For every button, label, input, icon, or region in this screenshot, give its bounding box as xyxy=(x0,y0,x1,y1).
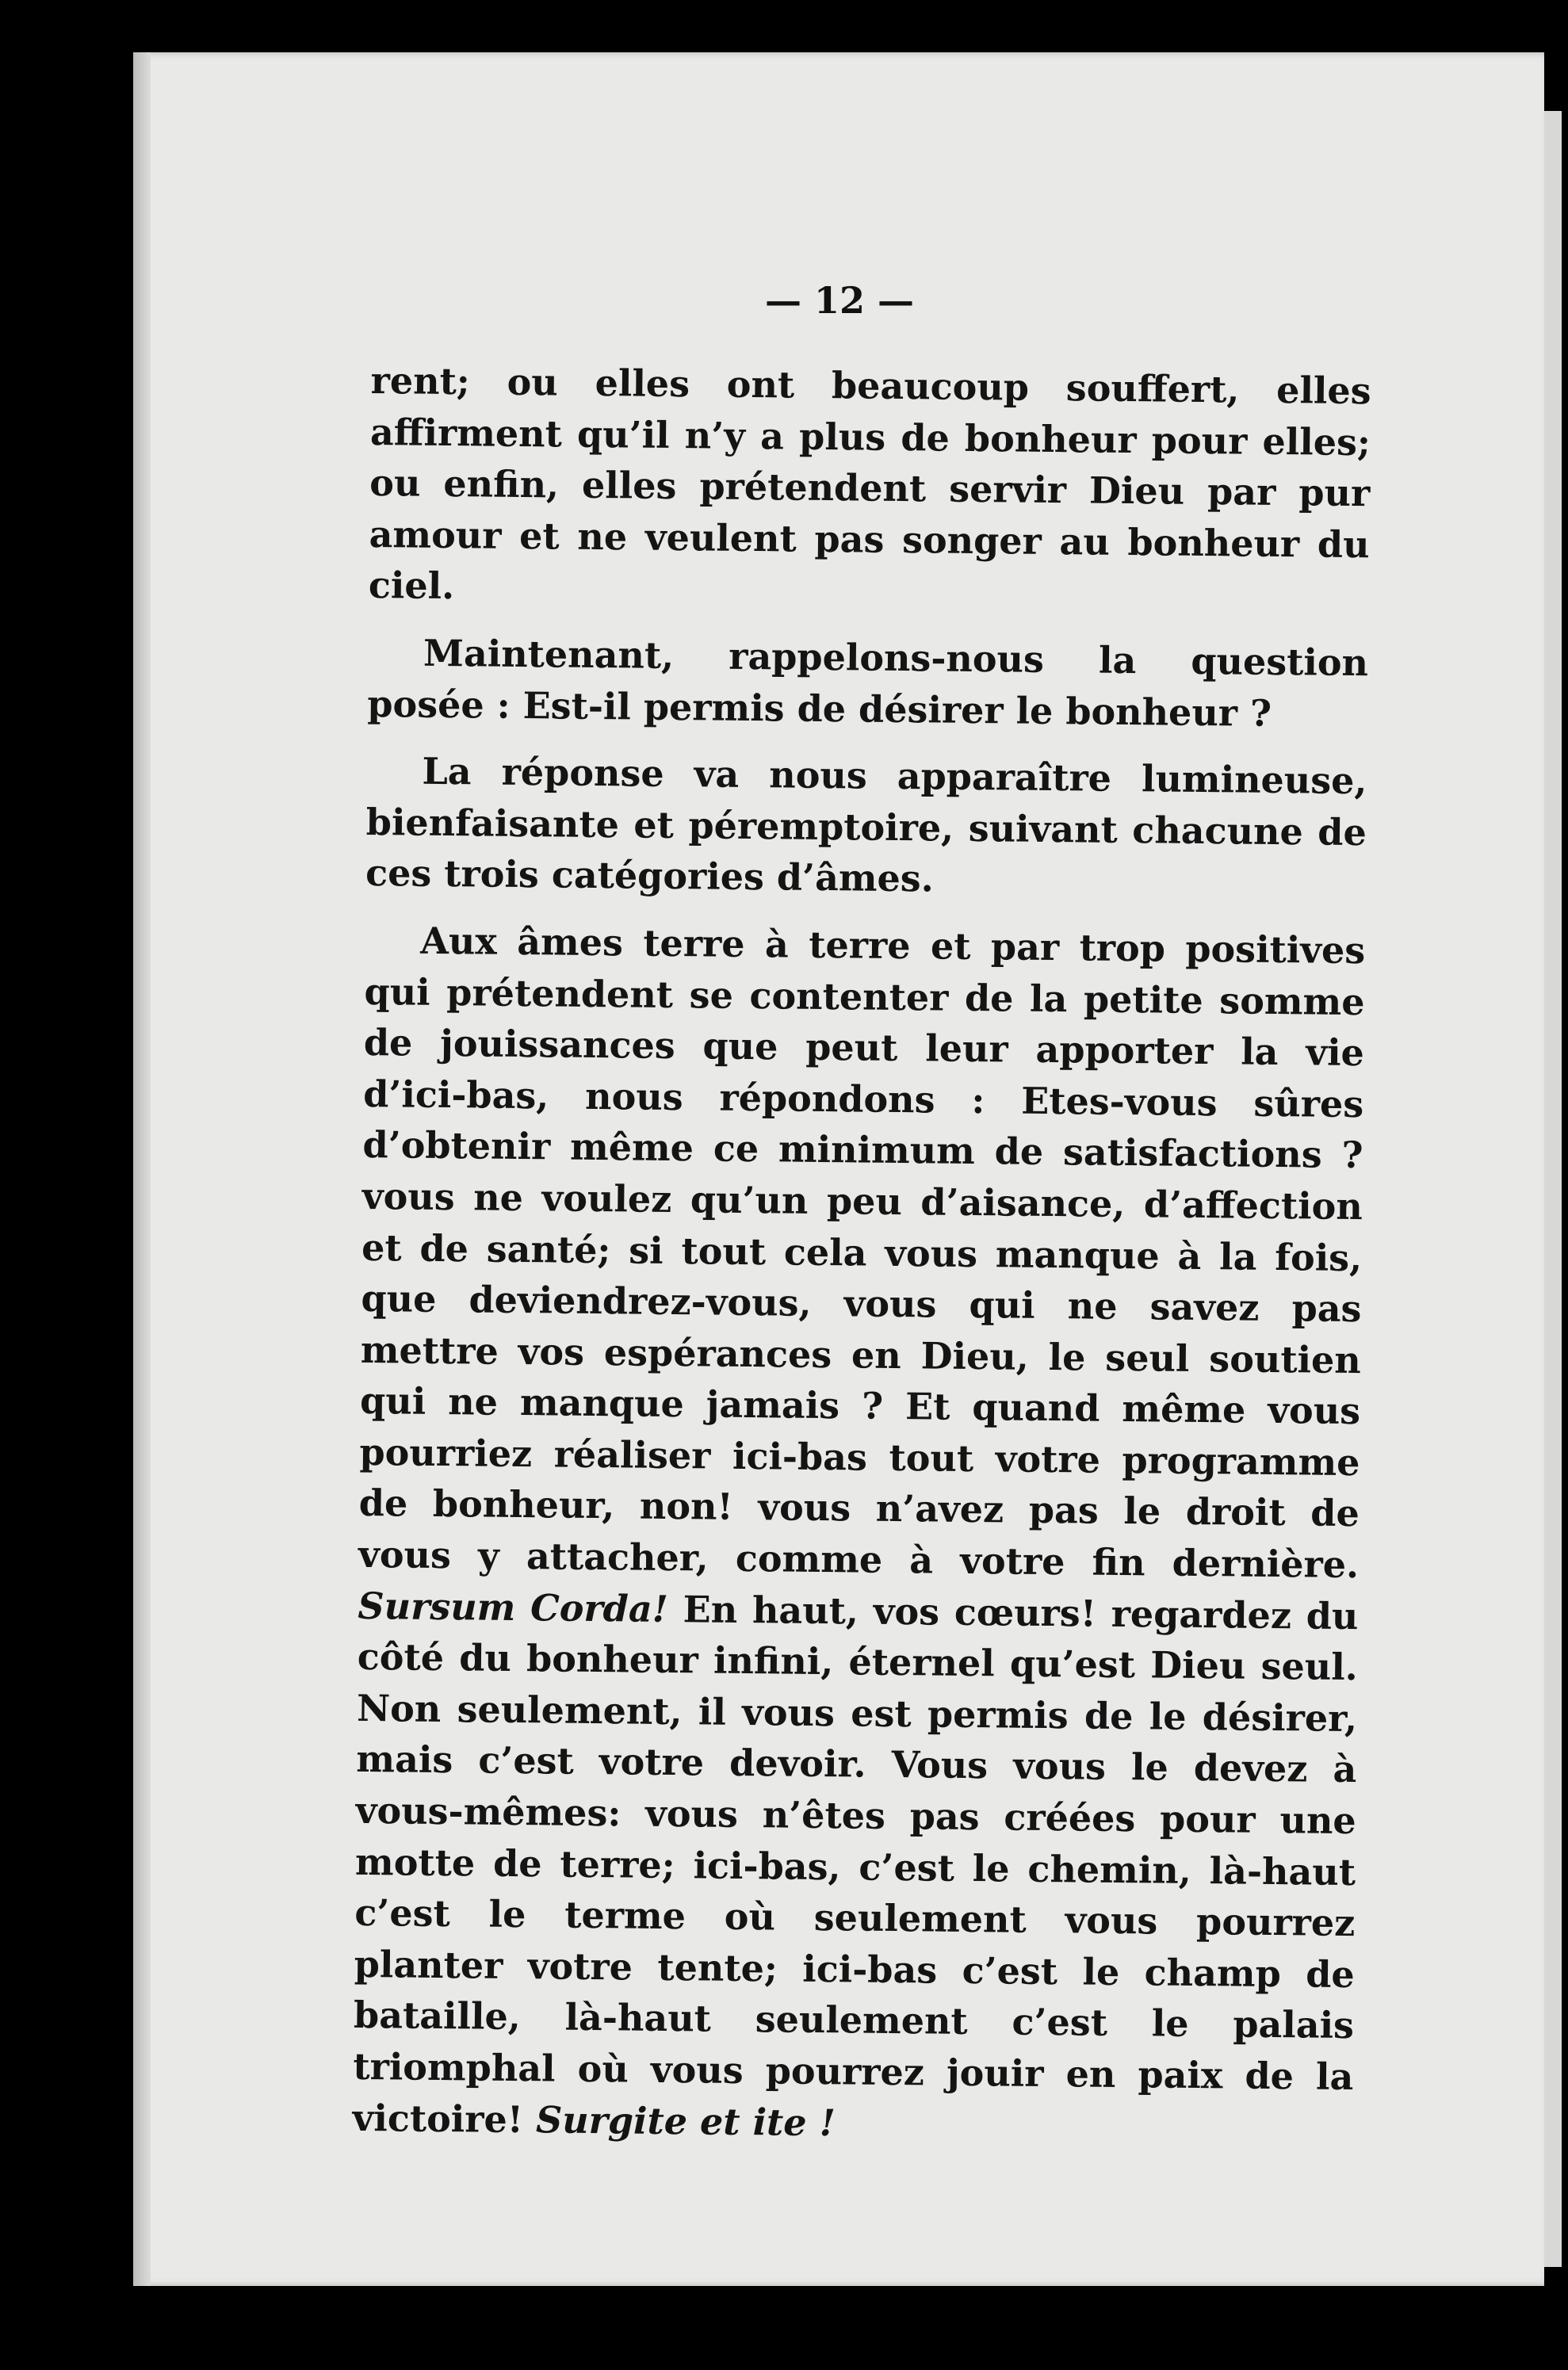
page-left-edge xyxy=(133,52,151,2286)
paragraph-earthly-souls xyxy=(352,915,1365,2154)
paragraph-continuation: rent; ou elles ont beaucoup souffert, elles affirment qu’il n’y a plus de bonheur pour elles; ou enfin, elles prétendent servir Dieu par pur amour et ne veulent pas songer au bonheur du ciel. xyxy=(368,358,1371,608)
paragraph-text-part1: Aux âmes terre à terre et par trop positives qui prétendent se contenter de la petite somme de jouissances que peut leur apporter la vie d’ici-bas, nous répondons : Etes-vous sûres d’obtenir même ce minimum de satisfactions ? vous ne voulez qu’un peu d’aisance, d’affection et de santé; si tout cela vous manque à la fois, que deviendrez-vous, vous qui ne savez pas mettre vos espérances en Dieu, le seul soutien qui ne manque jamais ? Et quand même vous pourriez réaliser ici-bas tout votre programme de bonheur, non! vous n’avez pas le droit de vous y attacher, comme à votre fin dernière. xyxy=(358,919,1366,1587)
latin-phrase-surgite-et-ite: Surgite et ite ! xyxy=(535,2097,836,2144)
next-page-edge xyxy=(1544,111,1562,2267)
page-body-text xyxy=(352,355,1371,2169)
paragraph-text-part2: En haut, vos cœurs! regardez du côté du bonheur infini, éternel qu’est Dieu seul. Non seulement, il vous est permis de le désirer, mais c’est votre devoir. Vous vous le devez à vous-mêmes: vous n’êtes pas créées pour une motte de terre; ici-bas, c’est le chemin, là-haut c’est le terme où seulement vous pourrez planter votre tente; ici-bas c’est le champ de bataille, là-haut seulement c’est le palais triomphal où vous pourrez jouir en paix de la victoire! xyxy=(352,1587,1359,2141)
page-number: — 12 — xyxy=(764,279,915,322)
paragraph-answer-intro: La réponse va nous apparaître lumineuse, bienfaisante et péremptoire, suivant chacune de ces trois catégories d’âmes. xyxy=(365,749,1367,900)
paragraph-question: Maintenant, rappelons-nous la question posée : Est-il permis de désirer le bonheur ? xyxy=(367,631,1369,735)
latin-phrase-sursum-corda: Sursum Corda! xyxy=(358,1584,669,1630)
